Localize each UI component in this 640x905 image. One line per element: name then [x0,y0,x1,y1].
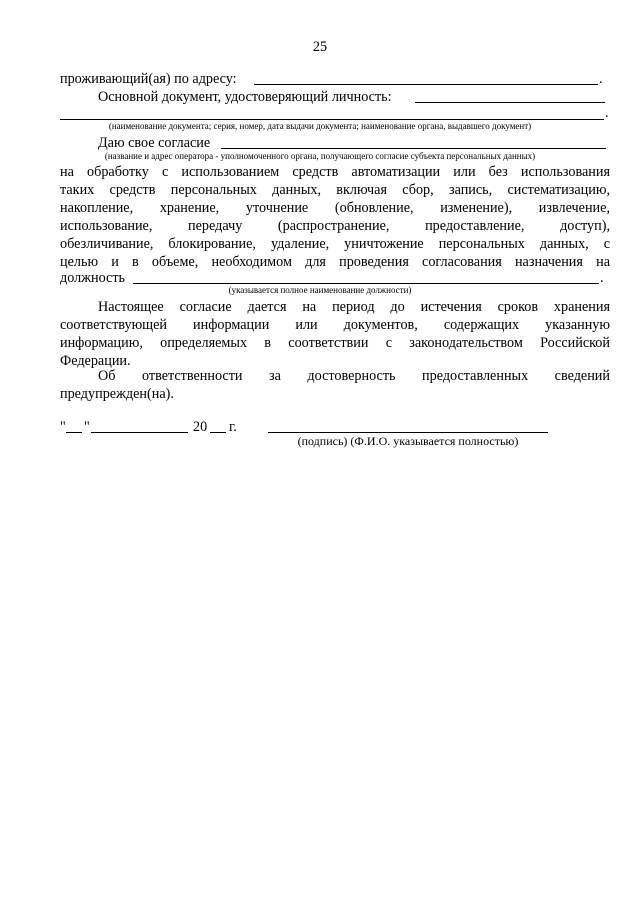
position-label: должность [60,270,126,286]
processing-line-4: использование, передачу (распространение, предоставление, доступ), [60,218,610,234]
responsibility-line-2: предупрежден(на). [60,386,174,402]
processing-line-5: обезличивание, блокирование, удаление, уничтожение персональных данных, с [60,236,610,252]
date-year-blank [210,432,226,433]
position-caption: (указывается полное наименование должности) [228,285,412,295]
operator-blank-line [221,148,606,149]
id-doc-blank-line-1 [415,102,605,103]
processing-line-6: целью и в объеме, необходимом для проведения согласования назначения на [60,254,610,270]
processing-line-2: таких средств персональных данных, включая сбор, запись, систематизацию, [60,182,610,198]
id-doc-blank-line-2 [60,119,604,120]
position-blank-line [133,283,599,284]
date-quote-close: " [84,419,90,435]
period-line-2: соответствующей информации или документов, содержащих указанную [60,317,610,333]
date-year-prefix: 20 [193,419,208,435]
id-doc-caption: (наименование документа; серия, номер, дата выдачи документа; наименование органа, выдавшего документ) [108,121,532,131]
period-line-3: информацию, определяемых в соответствии с законодательством Российской [60,335,610,351]
position-end: . [600,270,604,286]
operator-caption: (название и адрес оператора - уполномоченного органа, получающего согласие субъекта персональных данных) [104,151,536,161]
processing-line-3: накопление, хранение, уточнение (обновление, изменение), извлечение, [60,200,610,216]
period-line-1: Настоящее согласие дается на период до истечения сроков хранения [98,299,610,315]
signature-caption: (подпись) (Ф.И.О. указывается полностью) [297,434,519,448]
signature-blank-line [268,432,548,433]
consent-label: Даю свое согласие [98,135,211,151]
page-number: 25 [312,39,328,55]
date-quote-open: " [60,419,66,435]
address-end: . [599,71,603,87]
id-doc-label: Основной документ, удостоверяющий личность: [98,89,392,105]
address-blank-line [254,84,598,85]
period-line-4: Федерации. [60,353,131,369]
date-year-suffix: г. [229,419,237,435]
responsibility-line-1: Об ответственности за достоверность предоставленных сведений [98,368,610,384]
processing-line-1: на обработку с использованием средств автоматизации или без использования [60,164,610,180]
address-label: проживающий(ая) по адресу: [60,71,237,87]
date-month-blank [91,432,188,433]
id-doc-end: . [605,105,609,121]
date-day-blank [66,432,82,433]
